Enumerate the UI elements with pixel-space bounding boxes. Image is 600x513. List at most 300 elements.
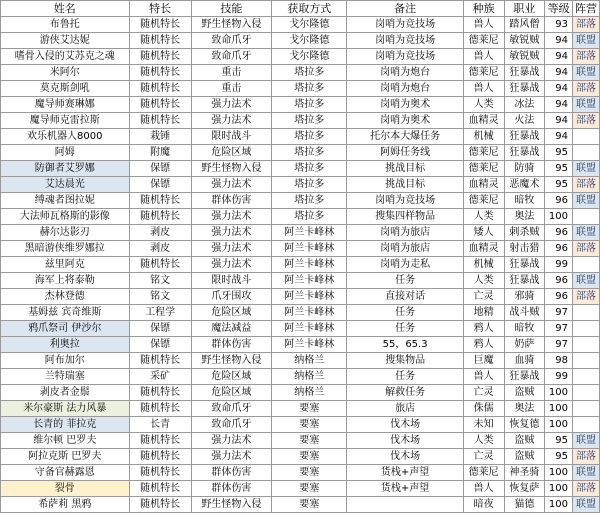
source-cell[interactable]: 阿兰卡峰林 xyxy=(272,305,347,321)
note-cell[interactable]: 托尔本大爆任务 xyxy=(347,129,463,145)
header-cell-skill[interactable]: 技能 xyxy=(191,1,271,17)
class-cell[interactable]: 奥法 xyxy=(504,209,545,225)
faction-cell[interactable]: 部落 xyxy=(573,17,600,33)
name-cell[interactable]: 阿拉克斯 巴罗夫 xyxy=(1,449,130,465)
faction-cell[interactable]: 联盟 xyxy=(573,33,600,49)
level-cell[interactable]: 95 xyxy=(545,177,573,193)
source-cell[interactable]: 戈尔隆德 xyxy=(272,17,347,33)
level-cell[interactable]: 93 xyxy=(545,17,573,33)
source-cell[interactable]: 要塞 xyxy=(272,465,347,481)
class-cell[interactable]: 恶魔术 xyxy=(504,177,545,193)
header-cell-race[interactable]: 种族 xyxy=(463,1,504,17)
note-cell[interactable]: 旅店 xyxy=(347,401,463,417)
race-cell[interactable]: 血精灵 xyxy=(463,113,504,129)
name-cell[interactable]: 大法师瓦格斯的影像 xyxy=(1,209,130,225)
skill-cell[interactable]: 强力法术 xyxy=(191,449,271,465)
source-cell[interactable]: 戈尔隆德 xyxy=(272,33,347,49)
skill-cell[interactable]: 群体伤害 xyxy=(191,193,271,209)
trait-cell[interactable]: 随机特长 xyxy=(129,17,191,33)
name-cell[interactable]: 游侠艾达妮 xyxy=(1,33,130,49)
trait-cell[interactable]: 栽锤 xyxy=(129,129,191,145)
trait-cell[interactable]: 随机特长 xyxy=(129,49,191,65)
table-row xyxy=(1,449,600,465)
name-cell[interactable]: 杰林登德 xyxy=(1,289,130,305)
race-cell[interactable]: 人类 xyxy=(463,273,504,289)
class-cell[interactable]: 狂暴战 xyxy=(504,369,545,385)
faction-cell[interactable]: 联盟 xyxy=(573,65,600,81)
race-cell[interactable]: 人类 xyxy=(463,209,504,225)
header-cell-source[interactable]: 获取方式 xyxy=(272,1,347,17)
skill-cell[interactable]: 野生怪物入侵 xyxy=(191,161,271,177)
source-cell[interactable]: 塔拉多 xyxy=(272,145,347,161)
table-body xyxy=(1,17,600,513)
level-cell[interactable]: 97 xyxy=(545,321,573,337)
name-cell[interactable]: 兰特瑞塞 xyxy=(1,369,130,385)
note-cell[interactable]: 挑战目标 xyxy=(347,161,463,177)
trait-cell[interactable]: 随机特长 xyxy=(129,209,191,225)
skill-cell[interactable]: 重击 xyxy=(191,81,271,97)
trait-cell[interactable]: 随机特长 xyxy=(129,97,191,113)
race-cell[interactable]: 矮人 xyxy=(463,225,504,241)
name-cell[interactable]: 守备官赫露恩 xyxy=(1,465,130,481)
race-cell[interactable]: 德莱尼 xyxy=(463,193,504,209)
skill-cell[interactable]: 强力法术 xyxy=(191,209,271,225)
trait-cell[interactable]: 随机特长 xyxy=(129,497,191,513)
note-cell[interactable]: 任务 xyxy=(347,305,463,321)
faction-cell[interactable] xyxy=(573,369,600,385)
level-cell[interactable]: 100 xyxy=(545,385,573,401)
note-cell[interactable]: 挑战目标 xyxy=(347,177,463,193)
table-row xyxy=(1,81,600,97)
class-cell[interactable]: 狂暴战 xyxy=(504,273,545,289)
table-row xyxy=(1,433,600,449)
faction-cell[interactable]: 联盟 xyxy=(573,97,600,113)
race-cell[interactable]: 巨魔 xyxy=(463,353,504,369)
skill-cell[interactable]: 强力法术 xyxy=(191,257,271,273)
note-cell[interactable]: 货栈+声望 xyxy=(347,481,463,497)
faction-cell[interactable] xyxy=(573,353,600,369)
level-cell[interactable]: 95 xyxy=(545,449,573,465)
class-cell[interactable]: 战斗贼 xyxy=(504,305,545,321)
note-cell[interactable]: 岗哨为竞技场 xyxy=(347,49,463,65)
note-cell[interactable]: 伐木场 xyxy=(347,433,463,449)
skill-cell[interactable]: 强力法术 xyxy=(191,241,271,257)
race-cell[interactable]: 德莱尼 xyxy=(463,65,504,81)
class-cell[interactable]: 盗贼 xyxy=(504,433,545,449)
skill-cell[interactable]: 致命爪牙 xyxy=(191,49,271,65)
faction-cell[interactable] xyxy=(573,401,600,417)
race-cell[interactable]: 亡灵 xyxy=(463,385,504,401)
note-cell[interactable]: 岗哨为炮台 xyxy=(347,81,463,97)
name-cell[interactable]: 阿布加尔 xyxy=(1,353,130,369)
level-cell[interactable]: 97 xyxy=(545,305,573,321)
faction-cell[interactable]: 联盟 xyxy=(573,273,600,289)
source-cell[interactable]: 要塞 xyxy=(272,497,347,513)
class-cell[interactable]: 血骑 xyxy=(504,353,545,369)
name-cell[interactable]: 缚魂者图拉妮 xyxy=(1,193,130,209)
faction-cell[interactable] xyxy=(573,337,600,353)
race-cell[interactable]: 鸦人 xyxy=(463,321,504,337)
source-cell[interactable]: 要塞 xyxy=(272,401,347,417)
race-cell[interactable]: 亡灵 xyxy=(463,449,504,465)
class-cell[interactable]: 火法 xyxy=(504,113,545,129)
race-cell[interactable]: 地精 xyxy=(463,305,504,321)
source-cell[interactable]: 塔拉多 xyxy=(272,129,347,145)
trait-cell[interactable]: 保镖 xyxy=(129,161,191,177)
faction-cell[interactable]: 联盟 xyxy=(573,193,600,209)
source-cell[interactable]: 阿兰卡峰林 xyxy=(272,257,347,273)
class-cell[interactable]: 奶萨 xyxy=(504,337,545,353)
race-cell[interactable]: 人类 xyxy=(463,97,504,113)
class-cell[interactable]: 防骑 xyxy=(504,161,545,177)
trait-cell[interactable]: 采矿 xyxy=(129,369,191,385)
source-cell[interactable]: 塔拉多 xyxy=(272,113,347,129)
source-cell[interactable]: 纳格兰 xyxy=(272,385,347,401)
faction-cell[interactable]: 部落 xyxy=(573,113,600,129)
trait-cell[interactable]: 随机特长 xyxy=(129,193,191,209)
trait-cell[interactable]: 随机特长 xyxy=(129,433,191,449)
skill-cell[interactable]: 强力法术 xyxy=(191,433,271,449)
level-cell[interactable]: 100 xyxy=(545,481,573,497)
note-cell[interactable]: 解救任务 xyxy=(347,385,463,401)
faction-cell[interactable] xyxy=(573,209,600,225)
level-cell[interactable]: 96 xyxy=(545,193,573,209)
faction-cell[interactable]: 部落 xyxy=(573,49,600,65)
name-cell[interactable]: 阿姆 xyxy=(1,145,130,161)
source-cell[interactable]: 要塞 xyxy=(272,417,347,433)
race-cell[interactable]: 兽人 xyxy=(463,369,504,385)
skill-cell[interactable]: 爪牙围攻 xyxy=(191,289,271,305)
level-cell[interactable]: 95 xyxy=(545,161,573,177)
skill-cell[interactable]: 强力法术 xyxy=(191,113,271,129)
table-row xyxy=(1,337,600,353)
class-cell[interactable]: 狂暴战 xyxy=(504,81,545,97)
note-cell[interactable]: 货栈+声望 xyxy=(347,465,463,481)
faction-cell[interactable] xyxy=(573,257,600,273)
class-cell[interactable]: 踏风僧 xyxy=(504,17,545,33)
note-cell[interactable]: 任务 xyxy=(347,369,463,385)
trait-cell[interactable]: 随机特长 xyxy=(129,385,191,401)
trait-cell[interactable]: 剥皮 xyxy=(129,241,191,257)
faction-cell[interactable] xyxy=(573,385,600,401)
source-cell[interactable]: 要塞 xyxy=(272,449,347,465)
name-cell[interactable]: 莫克斯剑吼 xyxy=(1,81,130,97)
note-cell[interactable]: 岗哨为走私 xyxy=(347,257,463,273)
skill-cell[interactable]: 重击 xyxy=(191,65,271,81)
class-cell[interactable]: 敏锐贼 xyxy=(504,33,545,49)
note-cell[interactable]: 岗哨为旅店 xyxy=(347,241,463,257)
note-cell[interactable]: 岗哨为奥术 xyxy=(347,113,463,129)
class-cell[interactable]: 狂暴战 xyxy=(504,65,545,81)
race-cell[interactable]: 德莱尼 xyxy=(463,145,504,161)
class-cell[interactable]: 邪骑 xyxy=(504,289,545,305)
skill-cell[interactable]: 群体伤害 xyxy=(191,465,271,481)
name-cell[interactable]: 艾达晨光 xyxy=(1,177,130,193)
skill-cell[interactable]: 魔法减益 xyxy=(191,321,271,337)
faction-cell[interactable]: 部落 xyxy=(573,289,600,305)
class-cell[interactable]: 奥法 xyxy=(504,401,545,417)
faction-cell[interactable] xyxy=(573,305,600,321)
race-cell[interactable]: 血精灵 xyxy=(463,177,504,193)
skill-cell[interactable]: 限时战斗 xyxy=(191,273,271,289)
faction-cell[interactable]: 联盟 xyxy=(573,465,600,481)
class-cell[interactable]: 敏锐贼 xyxy=(504,49,545,65)
name-cell[interactable]: 嗜骨入侵的艾苏克之魂 xyxy=(1,49,130,65)
note-cell[interactable]: 岗哨为奥术 xyxy=(347,97,463,113)
name-cell[interactable]: 海军上将泰勒 xyxy=(1,273,130,289)
trait-cell[interactable]: 铭文 xyxy=(129,289,191,305)
name-cell[interactable]: 赫尔达影刃 xyxy=(1,225,130,241)
source-cell[interactable]: 塔拉多 xyxy=(272,161,347,177)
trait-cell[interactable]: 附魔 xyxy=(129,145,191,161)
class-cell[interactable]: 刺杀贼 xyxy=(504,225,545,241)
note-cell[interactable]: 岗哨为竞技场 xyxy=(347,33,463,49)
note-cell[interactable]: 阿姆任务线 xyxy=(347,145,463,161)
skill-cell[interactable]: 野生怪物入侵 xyxy=(191,497,271,513)
table-row xyxy=(1,353,600,369)
source-cell[interactable]: 塔拉多 xyxy=(272,193,347,209)
header-cell-class[interactable]: 职业 xyxy=(504,1,545,17)
faction-cell[interactable]: 部落 xyxy=(573,177,600,193)
trait-cell[interactable]: 剥皮 xyxy=(129,225,191,241)
source-cell[interactable]: 塔拉多 xyxy=(272,81,347,97)
header-cell-trait[interactable]: 特长 xyxy=(129,1,191,17)
race-cell[interactable]: 未知 xyxy=(463,417,504,433)
skill-cell[interactable]: 危险区域 xyxy=(191,145,271,161)
table-row xyxy=(1,145,600,161)
class-cell[interactable]: 冰法 xyxy=(504,97,545,113)
level-cell[interactable]: 100 xyxy=(545,417,573,433)
race-cell[interactable]: 德莱尼 xyxy=(463,33,504,49)
faction-cell[interactable]: 联盟 xyxy=(573,433,600,449)
class-cell[interactable]: 狂暴战 xyxy=(504,257,545,273)
level-cell[interactable]: 99 xyxy=(545,369,573,385)
class-cell[interactable]: 狂暴战 xyxy=(504,129,545,145)
source-cell[interactable]: 阿兰卡峰林 xyxy=(272,289,347,305)
table-row xyxy=(1,49,600,65)
name-cell[interactable]: 黑暗游侠维罗娜拉 xyxy=(1,241,130,257)
trait-cell[interactable]: 随机特长 xyxy=(129,65,191,81)
level-cell[interactable]: 100 xyxy=(545,401,573,417)
source-cell[interactable]: 阿兰卡峰林 xyxy=(272,337,347,353)
name-cell[interactable]: 米阿尔 xyxy=(1,65,130,81)
level-cell[interactable]: 96 xyxy=(545,289,573,305)
skill-cell[interactable]: 危险区域 xyxy=(191,369,271,385)
name-cell[interactable]: 裂骨 xyxy=(1,481,130,497)
race-cell[interactable]: 鸦人 xyxy=(463,337,504,353)
faction-cell[interactable] xyxy=(573,321,600,337)
trait-cell[interactable]: 随机特长 xyxy=(129,353,191,369)
note-cell[interactable]: 伐木场 xyxy=(347,417,463,433)
source-cell[interactable]: 阿兰卡峰林 xyxy=(272,273,347,289)
note-cell[interactable]: 55，65.3 xyxy=(347,337,463,353)
race-cell[interactable]: 兽人 xyxy=(463,81,504,97)
note-cell[interactable] xyxy=(347,497,463,513)
faction-cell[interactable] xyxy=(573,145,600,161)
skill-cell[interactable]: 群体伤害 xyxy=(191,337,271,353)
source-cell[interactable]: 塔拉多 xyxy=(272,209,347,225)
trait-cell[interactable]: 保镖 xyxy=(129,337,191,353)
level-cell[interactable]: 96 xyxy=(545,225,573,241)
level-cell[interactable]: 94 xyxy=(545,113,573,129)
trait-cell[interactable]: 随机特长 xyxy=(129,481,191,497)
level-cell[interactable]: 97 xyxy=(545,337,573,353)
faction-cell[interactable]: 部落 xyxy=(573,481,600,497)
skill-cell[interactable]: 强力法术 xyxy=(191,97,271,113)
trait-cell[interactable]: 随机特长 xyxy=(129,401,191,417)
skill-cell[interactable]: 强力法术 xyxy=(191,177,271,193)
level-cell[interactable]: 94 xyxy=(545,49,573,65)
name-cell[interactable]: 剥皮者金鬃 xyxy=(1,385,130,401)
level-cell[interactable]: 95 xyxy=(545,145,573,161)
race-cell[interactable]: 德莱尼 xyxy=(463,465,504,481)
name-cell[interactable]: 欢乐机器人8000 xyxy=(1,129,130,145)
faction-cell[interactable]: 联盟 xyxy=(573,497,600,513)
note-cell[interactable]: 任务 xyxy=(347,321,463,337)
name-cell[interactable]: 布鲁托 xyxy=(1,17,130,33)
trait-cell[interactable]: 随机特长 xyxy=(129,33,191,49)
note-cell[interactable]: 岗哨为旅店 xyxy=(347,225,463,241)
trait-cell[interactable]: 随机特长 xyxy=(129,465,191,481)
faction-cell[interactable]: 部落 xyxy=(573,449,600,465)
skill-cell[interactable]: 致命爪牙 xyxy=(191,401,271,417)
trait-cell[interactable]: 保镖 xyxy=(129,177,191,193)
header-cell-name[interactable]: 姓名 xyxy=(1,1,130,17)
name-cell[interactable]: 魔导师克雷拉斯 xyxy=(1,113,130,129)
trait-cell[interactable]: 随机特长 xyxy=(129,257,191,273)
name-cell[interactable]: 防御者艾罗娜 xyxy=(1,161,130,177)
name-cell[interactable]: 希萨莉 黑鸦 xyxy=(1,497,130,513)
skill-cell[interactable]: 危险区域 xyxy=(191,385,271,401)
level-cell[interactable]: 100 xyxy=(545,209,573,225)
header-cell-level[interactable]: 等级 xyxy=(545,1,573,17)
level-cell[interactable]: 95 xyxy=(545,433,573,449)
source-cell[interactable]: 塔拉多 xyxy=(272,97,347,113)
trait-cell[interactable]: 保镖 xyxy=(129,321,191,337)
note-cell[interactable]: 岗哨为竞技场 xyxy=(347,17,463,33)
race-cell[interactable]: 暗夜 xyxy=(463,497,504,513)
note-cell[interactable]: 搜集四样物品 xyxy=(347,209,463,225)
skill-cell[interactable]: 野生怪物入侵 xyxy=(191,353,271,369)
source-cell[interactable]: 阿兰卡峰林 xyxy=(272,225,347,241)
source-cell[interactable]: 纳格兰 xyxy=(272,353,347,369)
trait-cell[interactable]: 随机特长 xyxy=(129,113,191,129)
class-cell[interactable]: 盗贼 xyxy=(504,449,545,465)
note-cell[interactable]: 任务 xyxy=(347,273,463,289)
source-cell[interactable]: 纳格兰 xyxy=(272,369,347,385)
faction-cell[interactable]: 联盟 xyxy=(573,225,600,241)
source-cell[interactable]: 阿兰卡峰林 xyxy=(272,321,347,337)
class-cell[interactable]: 恢复萨 xyxy=(504,481,545,497)
class-cell[interactable]: 暗牧 xyxy=(504,193,545,209)
race-cell[interactable]: 兽人 xyxy=(463,49,504,65)
name-cell[interactable]: 米尔豪斯 法力风暴 xyxy=(1,401,130,417)
header-cell-note[interactable]: 备注 xyxy=(347,1,463,17)
source-cell[interactable]: 阿兰卡峰林 xyxy=(272,241,347,257)
level-cell[interactable]: 94 xyxy=(545,97,573,113)
class-cell[interactable]: 射击猎 xyxy=(504,241,545,257)
header-cell-faction[interactable]: 阵营 xyxy=(573,1,600,17)
class-cell[interactable]: 暗牧 xyxy=(504,321,545,337)
source-cell[interactable]: 塔拉多 xyxy=(272,177,347,193)
level-cell[interactable]: 98 xyxy=(545,353,573,369)
skill-cell[interactable]: 野生怪物入侵 xyxy=(191,17,271,33)
race-cell[interactable]: 人类 xyxy=(463,433,504,449)
faction-cell[interactable]: 部落 xyxy=(573,81,600,97)
name-cell[interactable]: 维尔顿 巴罗夫 xyxy=(1,433,130,449)
skill-cell[interactable]: 强力法术 xyxy=(191,225,271,241)
level-cell[interactable]: 100 xyxy=(545,497,573,513)
faction-cell[interactable] xyxy=(573,417,600,433)
faction-cell[interactable]: 联盟 xyxy=(573,161,600,177)
race-cell[interactable]: 兽人 xyxy=(463,481,504,497)
class-cell[interactable]: 狂暴战 xyxy=(504,145,545,161)
skill-cell[interactable]: 危险区域 xyxy=(191,305,271,321)
note-cell[interactable]: 搜集物品 xyxy=(347,353,463,369)
name-cell[interactable]: 基姆兹 宾奇维斯 xyxy=(1,305,130,321)
note-cell[interactable]: 伐木场 xyxy=(347,449,463,465)
table-row xyxy=(1,193,600,209)
skill-cell[interactable]: 限时战斗 xyxy=(191,129,271,145)
source-cell[interactable]: 戈尔隆德 xyxy=(272,49,347,65)
level-cell[interactable]: 96 xyxy=(545,273,573,289)
skill-cell[interactable]: 群体伤害 xyxy=(191,481,271,497)
race-cell[interactable]: 侏儒 xyxy=(463,401,504,417)
level-cell[interactable]: 94 xyxy=(545,81,573,97)
name-cell[interactable]: 利奥拉 xyxy=(1,337,130,353)
faction-cell[interactable]: 部落 xyxy=(573,241,600,257)
trait-cell[interactable]: 铭文 xyxy=(129,273,191,289)
race-cell[interactable]: 德莱尼 xyxy=(463,161,504,177)
level-cell[interactable]: 94 xyxy=(545,33,573,49)
note-cell[interactable]: 岗哨为炮台 xyxy=(347,65,463,81)
race-cell[interactable]: 机械 xyxy=(463,129,504,145)
source-cell[interactable]: 塔拉多 xyxy=(272,65,347,81)
note-cell[interactable]: 直接对话 xyxy=(347,289,463,305)
level-cell[interactable]: 94 xyxy=(545,129,573,145)
class-cell[interactable]: 神圣骑 xyxy=(504,465,545,481)
header-row xyxy=(1,1,600,17)
trait-cell[interactable]: 随机特长 xyxy=(129,81,191,97)
trait-cell[interactable]: 随机特长 xyxy=(129,449,191,465)
name-cell[interactable]: 鸦爪祭司 伊沙尔 xyxy=(1,321,130,337)
level-cell[interactable]: 99 xyxy=(545,257,573,273)
name-cell[interactable]: 兹里阿克 xyxy=(1,257,130,273)
skill-cell[interactable]: 致命爪牙 xyxy=(191,417,271,433)
level-cell[interactable]: 94 xyxy=(545,65,573,81)
race-cell[interactable]: 兽人 xyxy=(463,17,504,33)
trait-cell[interactable]: 工程学 xyxy=(129,305,191,321)
note-cell[interactable]: 岗哨为竞技场 xyxy=(347,193,463,209)
source-cell[interactable]: 要塞 xyxy=(272,481,347,497)
source-cell[interactable]: 要塞 xyxy=(272,433,347,449)
class-cell[interactable]: 恢复德 xyxy=(504,417,545,433)
table-row xyxy=(1,33,600,49)
race-cell[interactable]: 血精灵 xyxy=(463,241,504,257)
name-cell[interactable]: 魔导师赛琳娜 xyxy=(1,97,130,113)
name-cell[interactable]: 长青的 菲拉克 xyxy=(1,417,130,433)
level-cell[interactable]: 100 xyxy=(545,465,573,481)
class-cell[interactable]: 盗贼 xyxy=(504,385,545,401)
race-cell[interactable]: 机械 xyxy=(463,257,504,273)
table-row xyxy=(1,273,600,289)
level-cell[interactable]: 96 xyxy=(545,241,573,257)
class-cell[interactable]: 猫德 xyxy=(504,497,545,513)
faction-cell[interactable] xyxy=(573,129,600,145)
race-cell[interactable]: 亡灵 xyxy=(463,289,504,305)
trait-cell[interactable]: 长青 xyxy=(129,417,191,433)
skill-cell[interactable]: 致命爪牙 xyxy=(191,33,271,49)
